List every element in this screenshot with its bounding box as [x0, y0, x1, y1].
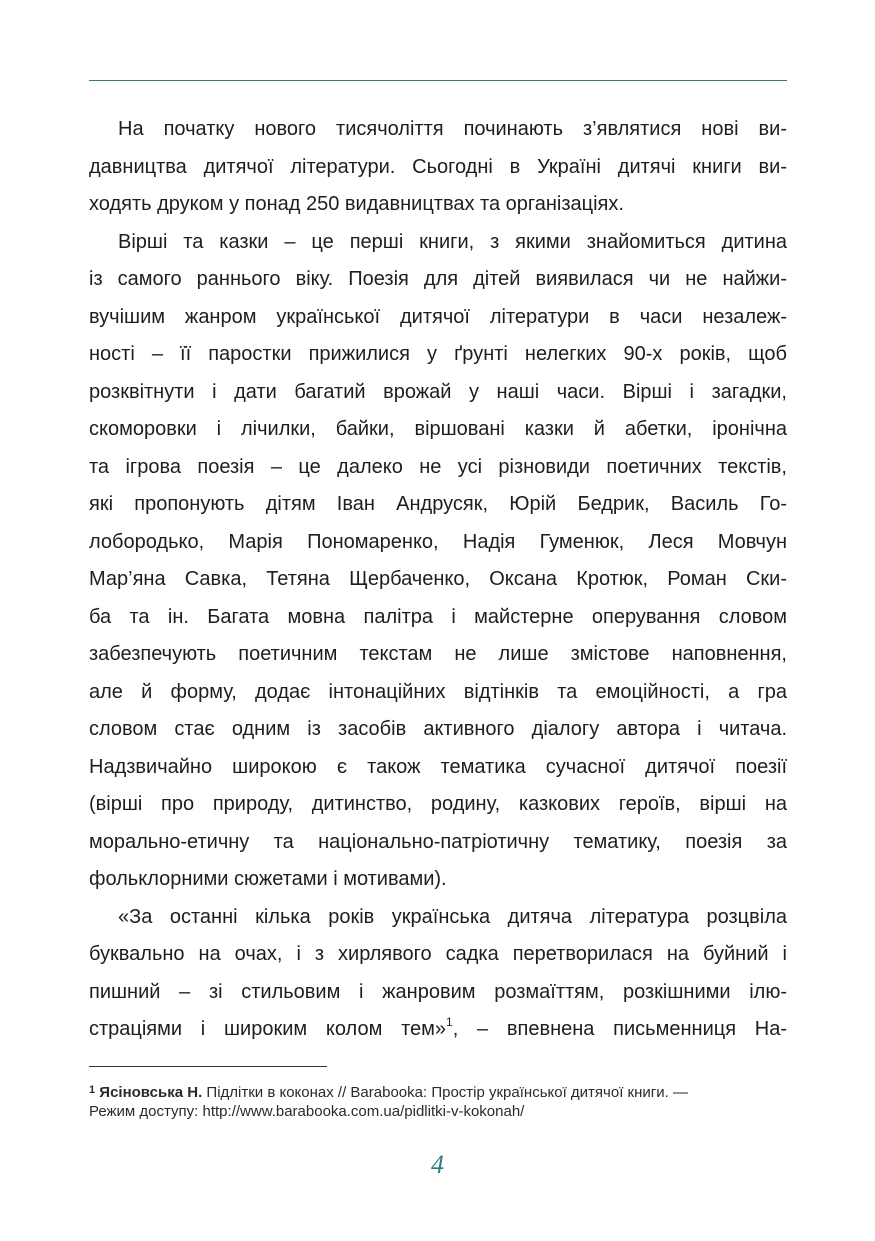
header-rule	[89, 80, 787, 81]
text-line: та ігрова поезія – це далеко не усі різновиди поетичних текстів,	[89, 455, 787, 478]
text-line: морально-етичну та національно-патріотичну тематику, поезія за	[89, 830, 787, 853]
text-line: розквітнути і дати багатий врожай у наші часи. Вірші і загадки,	[89, 380, 787, 403]
text-segment: страціями і широким колом тем»	[89, 1018, 447, 1040]
body-text	[89, 111, 787, 1049]
text-line: але й форму, додає інтонаційних відтінків та емоційності, а гра	[89, 680, 787, 703]
text-line: скоморовки і лічилки, байки, віршовані казки й абетки, іронічна	[89, 418, 787, 440]
text-line: ба та ін. Багата мовна палітра і майстерне оперування словом	[89, 605, 787, 628]
text-line: вучішим жанром української дитячої літератури в часи незалеж-	[89, 305, 787, 328]
text-line: давництва дитячої літератури. Сьогодні в Україні дитячі книги ви-	[89, 155, 787, 178]
text-line: словом стає одним із засобів активного діалогу автора і читача.	[89, 718, 787, 740]
text-line: із самого раннього віку. Поезія для дітей виявилася чи не найжи-	[89, 268, 787, 290]
text-line: Вірші та казки – це перші книги, з якими знайомиться дитина	[118, 230, 787, 253]
text-line: На початку нового тисячоліття починають з’являтися нові ви-	[118, 118, 787, 140]
text-line	[89, 1011, 787, 1049]
footnote	[89, 1079, 787, 1123]
text-line: ності – її паростки прижилися у ґрунті нелегких 90-х років, щоб	[89, 343, 787, 365]
text-line: фольклорними сюжетами і мотивами).	[89, 868, 447, 890]
text-line: буквально на очах, і з хирлявого садка перетворилася на буйний і	[89, 943, 787, 965]
footnote-title: Підлітки в коконах // Barabooka: Простір української дитячої книги. —	[202, 1084, 688, 1101]
footnote-rule	[89, 1066, 327, 1067]
text-line: лобородько, Марія Пономаренко, Надія Гуменюк, Леся Мовчун	[89, 530, 787, 553]
footnote-reference[interactable]: 1	[446, 1015, 453, 1029]
text-segment: , – впевнена письменниця На-	[452, 1018, 788, 1040]
text-line: Мар’яна Савка, Тетяна Щербаченко, Оксана Кротюк, Роман Ски-	[89, 568, 787, 590]
text-line: «За останні кілька років українська дитяча література розцвіла	[118, 905, 787, 928]
footnote-line	[89, 1079, 787, 1101]
text-line: забезпечують поетичним текстам не лише змістове наповнення,	[89, 643, 787, 665]
text-line: Надзвичайно широкою є також тематика сучасної дитячої поезії	[89, 755, 787, 778]
text-line: які пропонують дітям Іван Андрусяк, Юрій Бедрик, Василь Го-	[89, 493, 787, 515]
footnote-link[interactable]: Режим доступу: http://www.barabooka.com.ua/pidlitki-v-kokonah/	[89, 1103, 525, 1120]
page-number: 4	[431, 1150, 444, 1179]
text-line: (вірші про природу, дитинство, родину, казкових героїв, вірші на	[89, 793, 787, 815]
footnote-author: Ясіновська Н.	[99, 1084, 203, 1101]
text-line: пишний – зі стильовим і жанровим розмаїттям, розкішними ілю-	[89, 980, 787, 1003]
footnote-line	[89, 1101, 787, 1123]
footnote-number: 1	[89, 1084, 96, 1096]
text-line: ходять друком у понад 250 видавництвах та організаціях.	[89, 193, 624, 215]
